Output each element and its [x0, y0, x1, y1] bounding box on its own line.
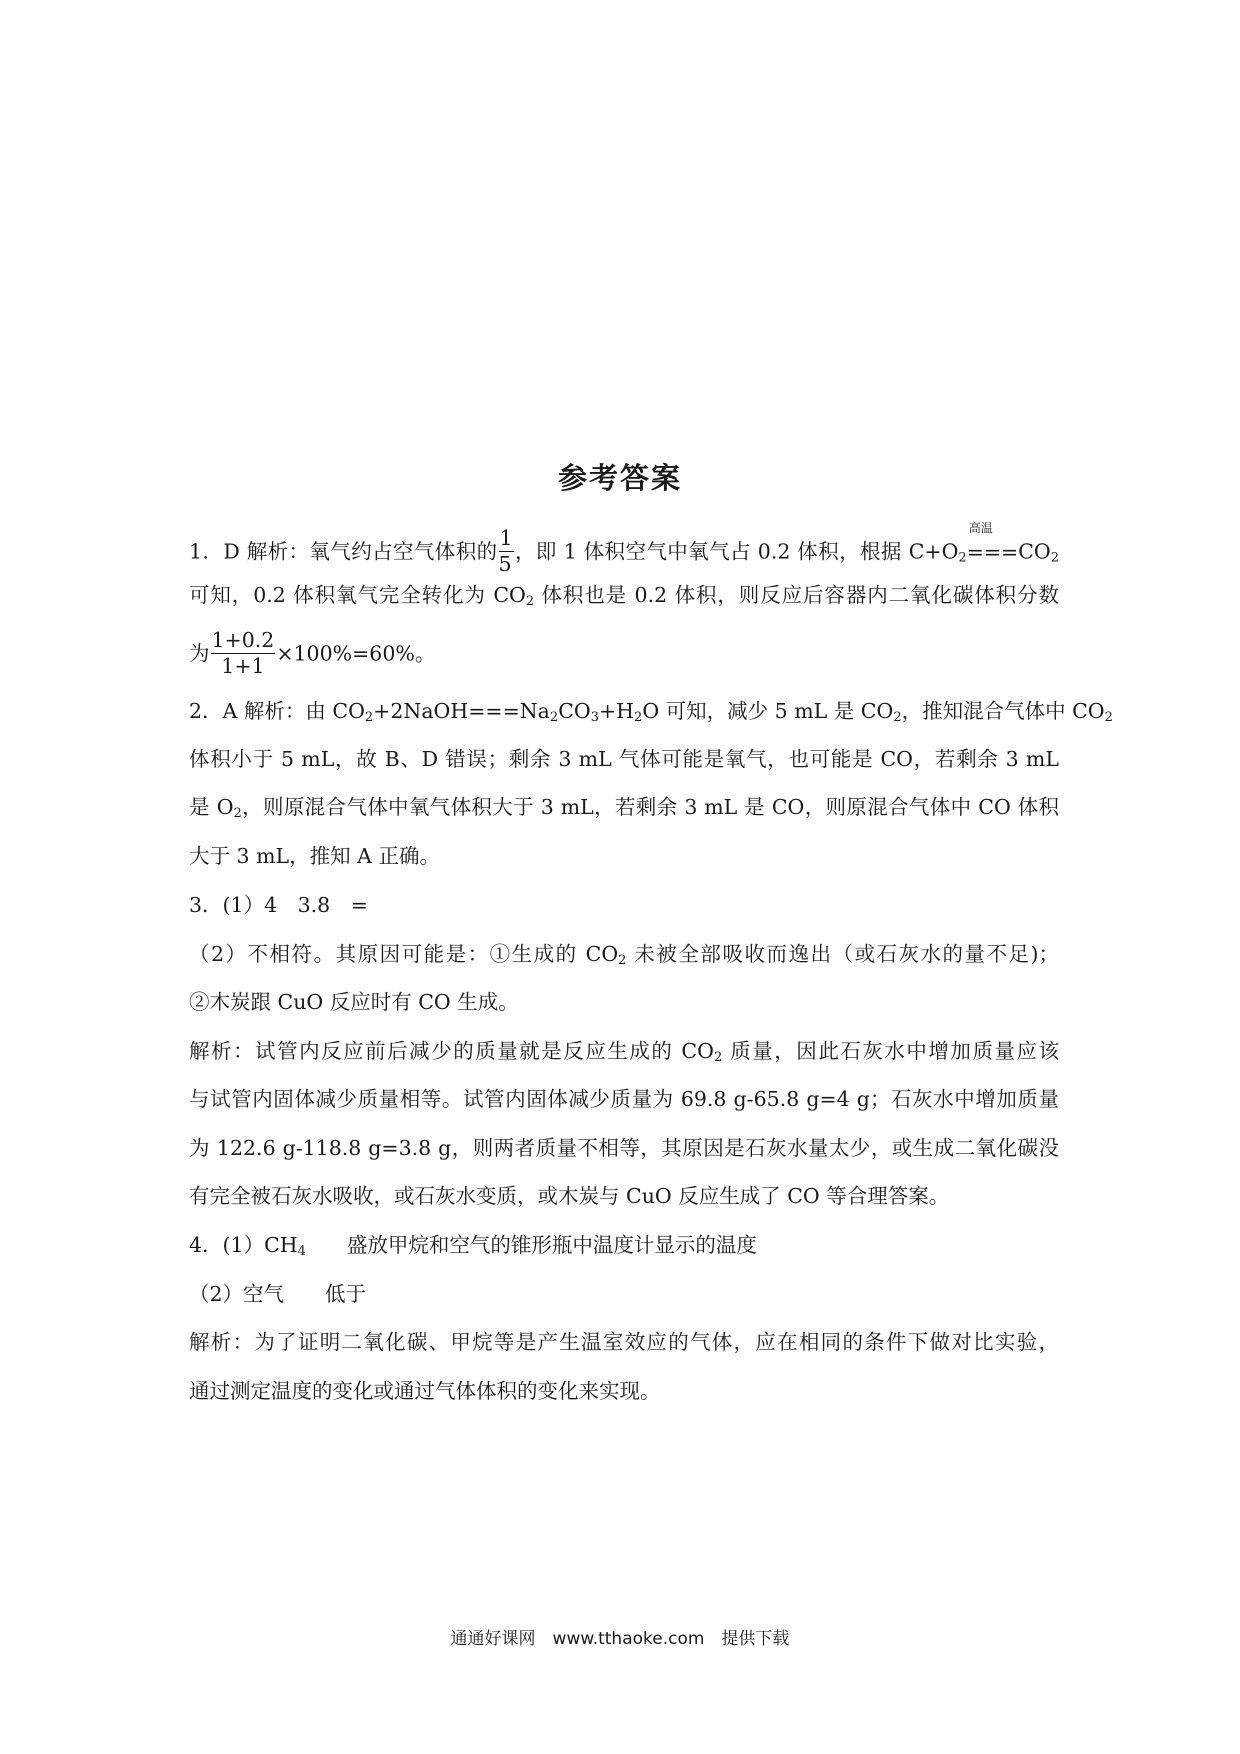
fraction-one-fifth: $\frac{1}{5}$ — [498, 526, 513, 576]
q4-line-4: 通过测定温度的变化或通过气体体积的变化来实现。 — [189, 1379, 661, 1403]
q1-line-3: 为 $\frac{1+0.2}{1+1}$ ×100%=60%。 — [189, 628, 436, 678]
q4-line-3: 解析：为了证明二氧化碳、甲烷等是产生温室效应的气体，应在相同的条件下做对比实验， — [189, 1330, 1059, 1354]
q3-line-3: ②木炭跟 CuO 反应时有 CO 生成。 — [189, 990, 519, 1014]
q4-line-1: 4．$(1)CH_4$ 盛放甲烷和空气的锥形瓶中温度计显示的温度 — [189, 1233, 757, 1259]
q3-line-6: 为 122.6 g-118.8 g=3.8 g，则两者质量不相等，其原因是石灰水量太少，或生成二氧化碳没 — [189, 1136, 1059, 1160]
q1-line-2: 可知，0.2 体积氧气完全转化为 $CO_2$ 体积也是 0.2 体积，则反应后容器内二氧化碳体积分数 — [189, 583, 1059, 609]
reaction-condition: 高温 === — [966, 520, 1019, 564]
q2-line-4: 大于 3 mL，推知 A 正确。 — [189, 844, 440, 868]
fraction-result: $\frac{1+0.2}{1+1}$ — [211, 628, 275, 678]
q3-line-5: 与试管内固体减少质量相等。试管内固体减少质量为 69.8 g-65.8 g=4 g；石灰水中增加质量 — [189, 1087, 1059, 1111]
page-title: 参考答案 — [557, 461, 682, 495]
q3-line-2: （2）不相符。其原因可能是：①生成的 $CO_2$ 未被全部吸收而逸出（或石灰水的量不足)； — [189, 942, 1059, 968]
q2-line-3: 是 $O_2$，则原混合气体中氧气体积大于 3 mL，若剩余 3 mL 是 CO，则原混合气体中 CO 体积 — [189, 795, 1059, 821]
q3-line-4: 解析：试管内反应前后减少的质量就是反应生成的 $CO_2$ 质量，因此石灰水中增加质量应该 — [189, 1039, 1060, 1065]
q4-line-2: （2）空气 低于 — [189, 1282, 367, 1306]
q2-line-1: 2．A 解析：由 $CO_2+2NaOH===Na_2CO_3+H_2O$ 可知，减少 5 mL 是 $CO_2$，推知混合气体中 $CO_2$ — [189, 699, 1113, 725]
q1-line-1: 1．D 解析：氧气约占空气体积的 $\frac{1}{5}$ ，即 1 体积空气中氧气占 0.2 体积，根据 $C+O_2$ 高温 $===CO_2$ — [189, 520, 1059, 576]
q2-line-2: 体积小于 5 mL，故 B、D 错误；剩余 3 mL 气体可能是氧气，也可能是 CO，若剩余 3 mL — [189, 747, 1059, 771]
q3-line-1: 3．(1）4 3.8 = — [189, 893, 368, 917]
page-footer: 通通好课网 www.tthaoke.com 提供下载 — [450, 1629, 790, 1649]
q3-line-7: 有完全被石灰水吸收，或石灰水变质，或木炭与 CuO 反应生成了 CO 等合理答案。 — [189, 1184, 950, 1208]
